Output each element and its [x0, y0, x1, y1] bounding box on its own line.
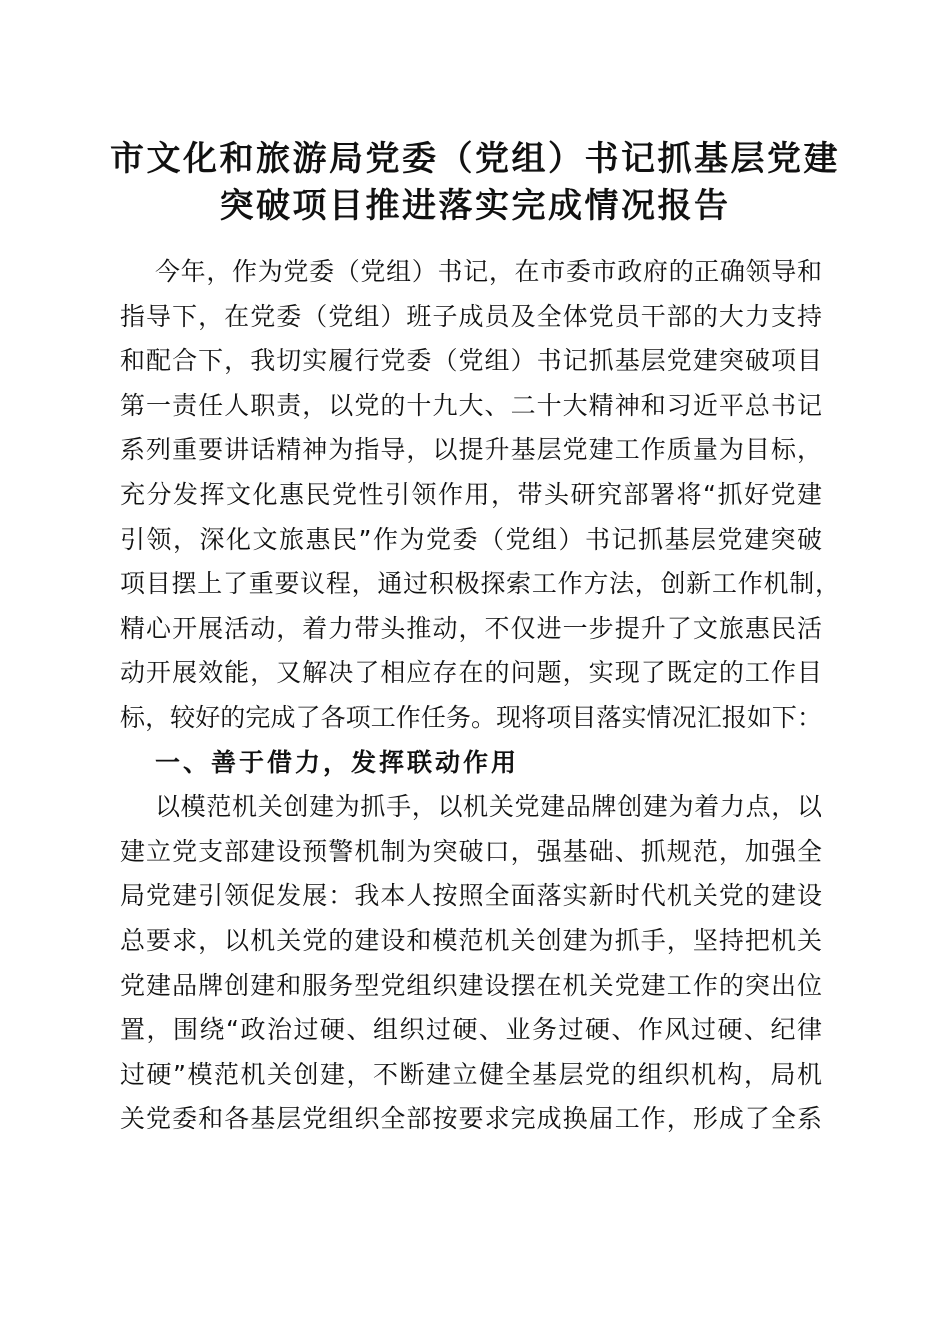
text-line: 动开展效能，又解决了相应存在的问题，实现了既定的工作目 — [120, 658, 822, 688]
text-line: 项目摆上了重要议程，通过积极探索工作方法，创新工作机制， — [120, 569, 840, 599]
text-line: 今年，作为党委（党组）书记，在市委市政府的正确领导和 — [155, 257, 822, 286]
text-line: 局党建引领促发展：我本人按照全面落实新时代机关党的建设 — [120, 881, 822, 911]
text-line: 置，围绕“政治过硬、组织过硬、业务过硬、作风过硬、纪律 — [120, 1015, 822, 1045]
text-line: 标，较好的完成了各项工作任务。现将项目落实情况汇报如下： — [120, 702, 822, 732]
paragraph-section-1 — [120, 785, 822, 1142]
text-line: 过硬”模范机关创建，不断建立健全基层党的组织机构，局机 — [120, 1059, 822, 1089]
title-line: 市文化和旅游局党委（党组）书记抓基层党建 — [110, 139, 840, 179]
text-line: 充分发挥文化惠民党性引领作用，带头研究部署将“抓好党建 — [120, 479, 822, 509]
text-line: 引领，深化文旅惠民”作为党委（党组）书记抓基层党建突破 — [120, 524, 822, 554]
document-title — [0, 136, 950, 230]
text-line: 党建品牌创建和服务型党组织建设摆在机关党建工作的突出位 — [120, 970, 822, 1000]
paragraph-intro — [120, 250, 840, 741]
text-line: 关党委和各基层党组织全部按要求完成换届工作，形成了全系 — [120, 1104, 822, 1134]
document-body — [120, 250, 840, 1142]
title-line: 突破项目推进落实完成情况报告 — [219, 186, 731, 226]
text-line: 以模范机关创建为抓手，以机关党建品牌创建为着力点，以 — [155, 792, 822, 822]
text-line: 指导下，在党委（党组）班子成员及全体党员干部的大力支持 — [120, 301, 822, 331]
text-line: 精心开展活动，着力带头推动，不仅进一步提升了文旅惠民活 — [120, 613, 822, 643]
text-line: 系列重要讲话精神为指导，以提升基层党建工作质量为目标， — [120, 435, 822, 465]
text-line: 和配合下，我切实履行党委（党组）书记抓基层党建突破项目 — [120, 346, 822, 376]
text-line: 总要求，以机关党的建设和模范机关创建为抓手，坚持把机关 — [120, 925, 822, 955]
text-line: 第一责任人职责，以党的十九大、二十大精神和习近平总书记 — [120, 390, 822, 420]
section-heading: 一、善于借力，发挥联动作用 — [155, 747, 520, 777]
text-line: 建立党支部建设预警机制为突破口，强基础、抓规范，加强全 — [120, 836, 822, 866]
